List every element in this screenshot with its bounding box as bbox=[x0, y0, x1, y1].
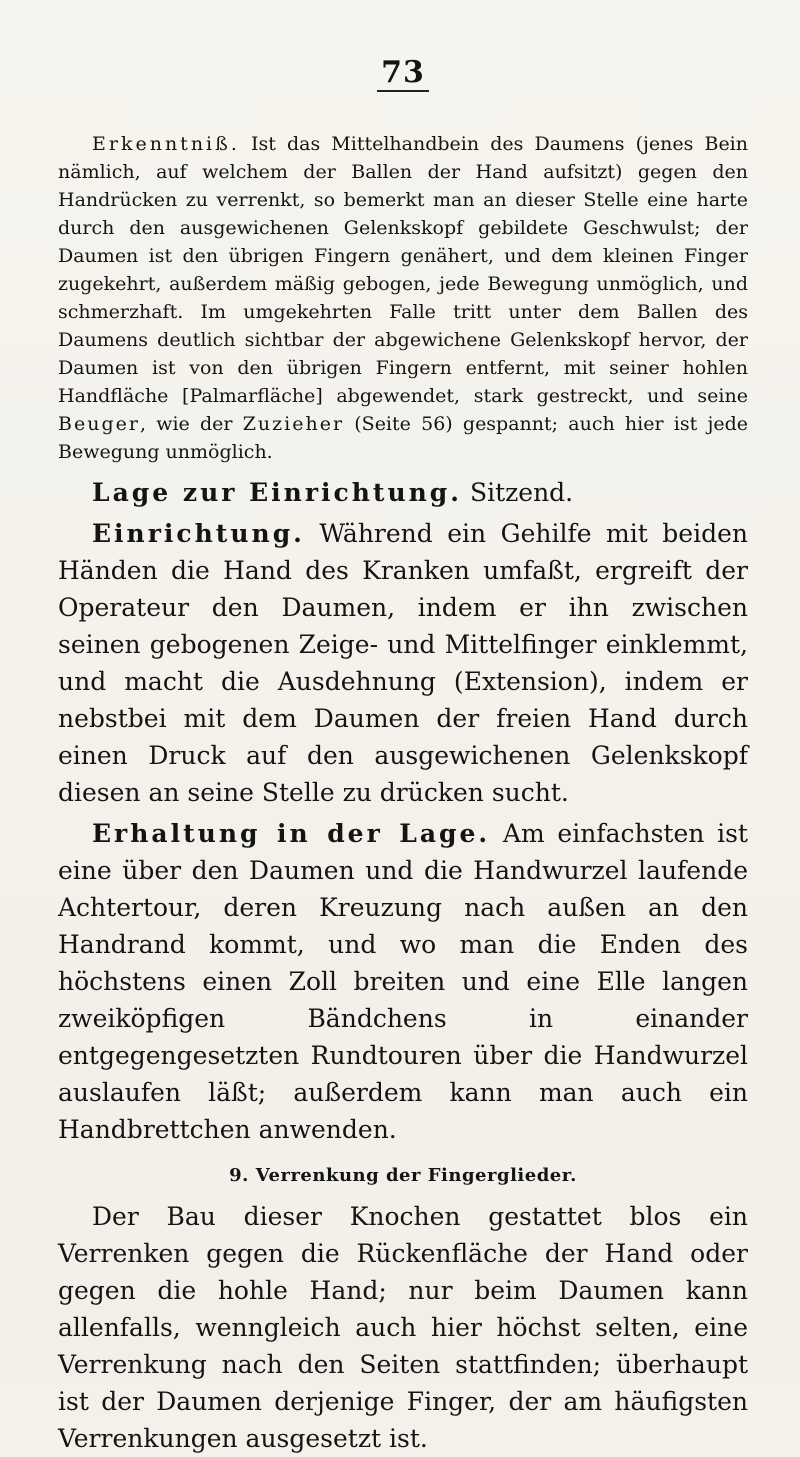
paragraph-einrichtung bbox=[58, 515, 748, 811]
page-number bbox=[58, 55, 748, 92]
paragraph-text: Am einfachsten ist eine über den Daumen und die Handwurzel laufende Achtertour, deren Kreuzung nach außen an den Handrand kommt, und wo man die Enden des höchstens einen Zoll breiten und eine Elle langen zweiköpfigen Bändchens in einander entgegengesetzten Rundtouren über die Handwurzel auslaufen läßt; außerdem kann man auch ein Handbrettchen anwenden. bbox=[58, 819, 748, 1144]
page-number-text: 73 bbox=[377, 58, 429, 92]
paragraph-text: Der Bau dieser Knochen gestattet blos ein Verrenken gegen die Rückenfläche der Hand oder gegen die hohle Hand; nur beim Daumen kann allenfalls, wenngleich auch hier höchst selten, eine Verrenkung nach den Seiten stattfinden; überhaupt ist der Daumen derjenige Finger, der am häufigsten Verrenkungen ausgesetzt ist. bbox=[58, 1202, 748, 1453]
section-heading: 9. Verrenkung der Fingerglieder. bbox=[229, 1165, 577, 1186]
paragraph-lead: Lage zur Einrichtung. bbox=[92, 478, 462, 507]
paragraph-text: Ist das Mittelhandbein des Daumens (jenes Bein nämlich, auf welchem der Ballen der Hand aufsitzt) gegen den Handrücken zu verrenkt, so bemerkt man an dieser Stelle eine harte durch den ausgewichenen Gelenkskopf gebildete Geschwulst; der Daumen ist den übrigen Fingern genähert, und dem kleinen Finger zugekehrt, außerdem mäßig gebogen, jede Bewegung unmöglich, und schmerzhaft. Im umgekehrten Falle tritt unter dem Ballen des Daumens deutlich sichtbar der abgewichene Gelenkskopf hervor, der Daumen ist von den übrigen Fingern entfernt, mit seiner hohlen Handfläche [Palmarfläche] abgewendet, stark gestreckt, und seine bbox=[58, 133, 748, 407]
paragraph-text: Während ein Gehilfe mit beiden Händen die Hand des Kranken umfaßt, ergreift der Operateur den Daumen, indem er ihn zwischen seinen gebogenen Zeige- und Mittelfinger einklemmt, und macht die Ausdehnung (Extension), indem er nebstbei mit dem Daumen der freien Hand durch einen Druck auf den ausgewichenen Gelenkskopf diesen an seine Stelle zu drücken sucht. bbox=[58, 519, 748, 807]
paragraph-lead: Erkenntniß. bbox=[92, 133, 240, 155]
paragraph-erkenntniss bbox=[58, 130, 748, 466]
paragraph-text: (Seite 56) gespannt; auch hier ist jede Bewegung unmöglich. bbox=[58, 413, 749, 463]
paragraph-lage bbox=[58, 474, 748, 511]
emphasized-term: Beuger bbox=[58, 413, 140, 435]
paragraph-text: , wie der bbox=[139, 413, 243, 435]
paragraph-lead: Einrichtung. bbox=[92, 519, 305, 548]
paragraph-text: Sitzend. bbox=[462, 478, 574, 507]
page-body bbox=[58, 130, 748, 1457]
paragraph-lead: Erhaltung in der Lage. bbox=[92, 819, 491, 848]
paragraph-bau bbox=[58, 1198, 748, 1457]
paragraph-erhaltung bbox=[58, 815, 748, 1148]
emphasized-term: Zuzieher bbox=[242, 413, 345, 435]
